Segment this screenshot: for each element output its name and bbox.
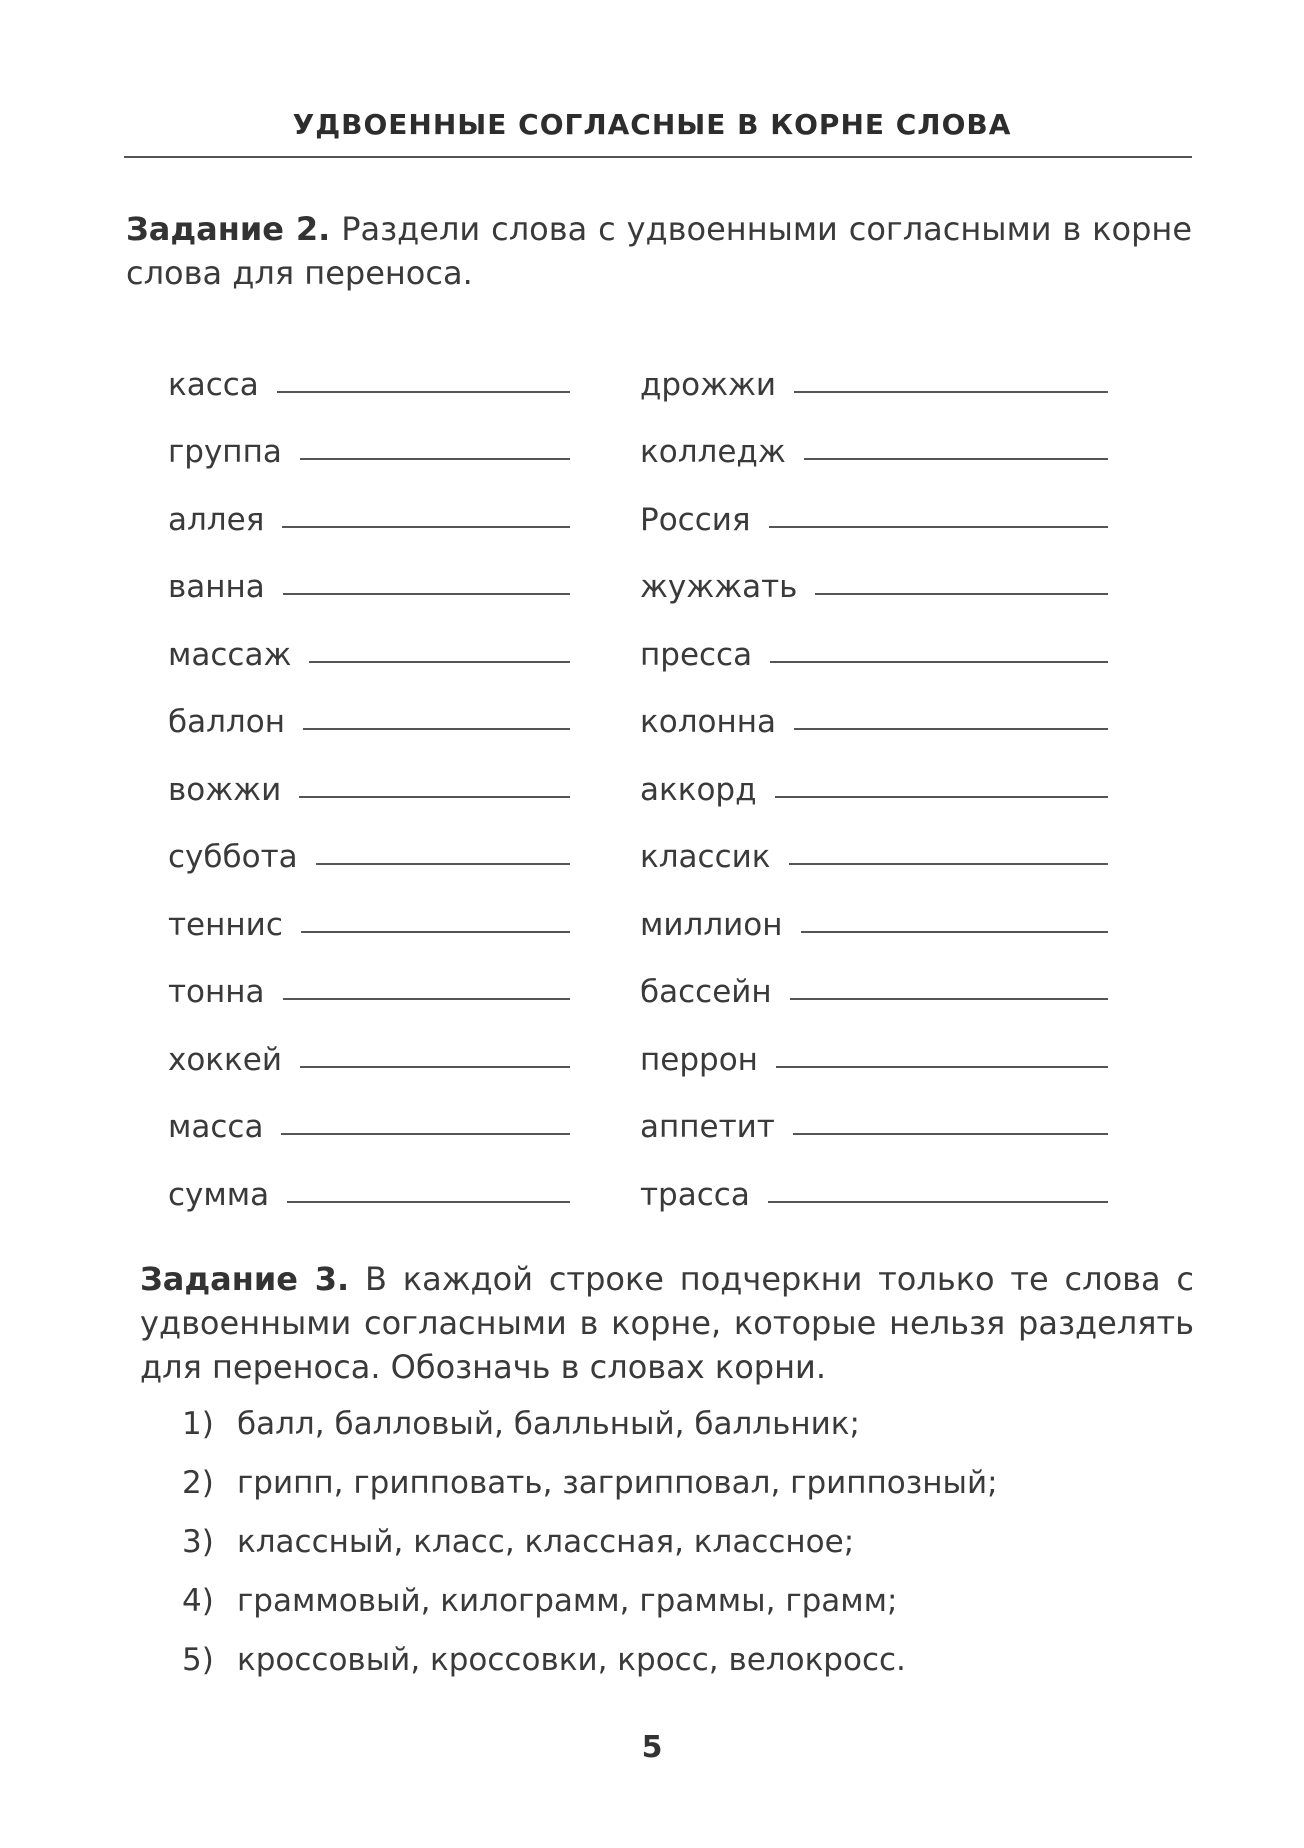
task-3-text: В каждой строке подчеркни только те слова с удвоенными согласными в корне, которые нельзя разделять для переноса. Обозначь в словах корни. xyxy=(140,1260,1195,1386)
word-label: аппетит xyxy=(640,1109,775,1145)
word-label: колледж xyxy=(640,434,786,470)
list-item-text: кроссовый, кроссовки, кросс, велокросс. xyxy=(237,1642,906,1678)
answer-line[interactable] xyxy=(300,1066,570,1068)
list-item xyxy=(182,1454,1182,1513)
word-row xyxy=(640,335,1108,403)
word-row xyxy=(640,808,1108,876)
word-label: массаж xyxy=(168,636,292,673)
word-label: хоккей xyxy=(168,1041,282,1078)
list-item xyxy=(182,1631,1182,1690)
word-column-left xyxy=(168,335,570,1213)
answer-line[interactable] xyxy=(277,391,570,393)
word-row xyxy=(640,1010,1108,1078)
word-row xyxy=(168,538,570,606)
answer-line[interactable] xyxy=(789,863,1109,865)
word-row xyxy=(168,1145,570,1213)
answer-line[interactable] xyxy=(281,1133,570,1135)
list-item xyxy=(182,1395,1182,1454)
word-label: сумма xyxy=(168,1176,270,1213)
answer-line[interactable] xyxy=(794,728,1108,730)
answer-line[interactable] xyxy=(300,458,570,460)
word-row xyxy=(168,875,570,943)
word-label: суббота xyxy=(168,839,298,875)
list-item-number: 4) xyxy=(182,1583,214,1619)
answer-line[interactable] xyxy=(287,1201,570,1203)
list-item-number: 1) xyxy=(182,1406,214,1442)
answer-line[interactable] xyxy=(815,593,1108,595)
page-number: 5 xyxy=(641,1730,663,1765)
answer-line[interactable] xyxy=(793,1133,1108,1135)
task-3-word-list xyxy=(182,1395,1182,1690)
answer-line[interactable] xyxy=(804,458,1108,460)
answer-line[interactable] xyxy=(801,931,1108,933)
answer-line[interactable] xyxy=(768,1201,1108,1203)
list-item-text: балл, балловый, балльный, балльник; xyxy=(237,1406,860,1442)
answer-line[interactable] xyxy=(299,796,570,798)
word-label: Россия xyxy=(640,501,751,538)
word-row xyxy=(640,538,1108,606)
answer-line[interactable] xyxy=(282,526,570,528)
word-label: масса xyxy=(168,1109,264,1145)
word-label: тонна xyxy=(168,974,265,1010)
word-label: ванна xyxy=(168,569,265,605)
task-3-instruction xyxy=(140,1257,1194,1389)
list-item-number: 2) xyxy=(182,1465,214,1501)
word-row xyxy=(640,875,1108,943)
word-label: вожжи xyxy=(168,771,282,808)
task-2-label: Задание 2. xyxy=(126,210,331,248)
answer-line[interactable] xyxy=(776,1066,1108,1068)
word-label: группа xyxy=(168,434,282,470)
word-row xyxy=(640,943,1108,1011)
word-label: классик xyxy=(640,839,771,875)
answer-line[interactable] xyxy=(283,593,570,595)
task-3-label: Задание 3. xyxy=(140,1260,350,1298)
word-row xyxy=(168,605,570,673)
word-row xyxy=(168,943,570,1011)
list-item-number: 3) xyxy=(182,1524,214,1560)
word-row xyxy=(168,1010,570,1078)
word-row xyxy=(640,403,1108,471)
word-row xyxy=(168,1078,570,1146)
word-label: перрон xyxy=(640,1041,758,1078)
answer-line[interactable] xyxy=(303,728,570,730)
header-divider xyxy=(124,156,1192,158)
word-label: касса xyxy=(168,366,259,403)
word-label: теннис xyxy=(168,906,283,943)
list-item-text: грипп, грипповать, загрипповал, гриппозный; xyxy=(237,1465,998,1501)
answer-line[interactable] xyxy=(301,931,570,933)
word-row xyxy=(640,740,1108,808)
word-label: дрожжи xyxy=(640,366,777,403)
answer-line[interactable] xyxy=(283,998,570,1000)
task-2-instruction xyxy=(126,207,1192,295)
answer-line[interactable] xyxy=(794,391,1108,393)
answer-line[interactable] xyxy=(316,863,570,865)
word-row xyxy=(168,808,570,876)
word-label: аллея xyxy=(168,501,265,538)
word-label: аккорд xyxy=(640,771,757,808)
word-label: баллон xyxy=(168,704,285,740)
word-row xyxy=(168,335,570,403)
word-label: трасса xyxy=(640,1176,750,1213)
word-label: миллион xyxy=(640,906,783,943)
answer-line[interactable] xyxy=(770,661,1108,663)
word-row xyxy=(640,470,1108,538)
word-column-right xyxy=(640,335,1108,1213)
word-label: колонна xyxy=(640,704,777,740)
word-label: бассейн xyxy=(640,974,772,1010)
task-2-text: Раздели слова с удвоенными согласными в корне слова для переноса. xyxy=(126,210,1192,292)
word-label: пресса xyxy=(640,636,753,673)
word-label: жужжать xyxy=(640,569,798,605)
word-row xyxy=(168,673,570,741)
word-row xyxy=(640,1078,1108,1146)
word-row xyxy=(640,605,1108,673)
answer-line[interactable] xyxy=(769,526,1108,528)
list-item xyxy=(182,1572,1182,1631)
answer-line[interactable] xyxy=(309,661,570,663)
list-item-text: граммовый, килограмм, граммы, грамм; xyxy=(237,1583,898,1619)
list-item xyxy=(182,1513,1182,1572)
word-row xyxy=(168,470,570,538)
word-row xyxy=(640,673,1108,741)
list-item-text: классный, класс, классная, классное; xyxy=(237,1524,855,1560)
list-item-number: 5) xyxy=(182,1642,214,1678)
page-header-title: УДВОЕННЫЕ СОГЛАСНЫЕ В КОРНЕ СЛОВА xyxy=(292,108,1012,141)
answer-line[interactable] xyxy=(775,796,1108,798)
answer-line[interactable] xyxy=(790,998,1108,1000)
word-row xyxy=(168,403,570,471)
word-row xyxy=(168,740,570,808)
word-row xyxy=(640,1145,1108,1213)
